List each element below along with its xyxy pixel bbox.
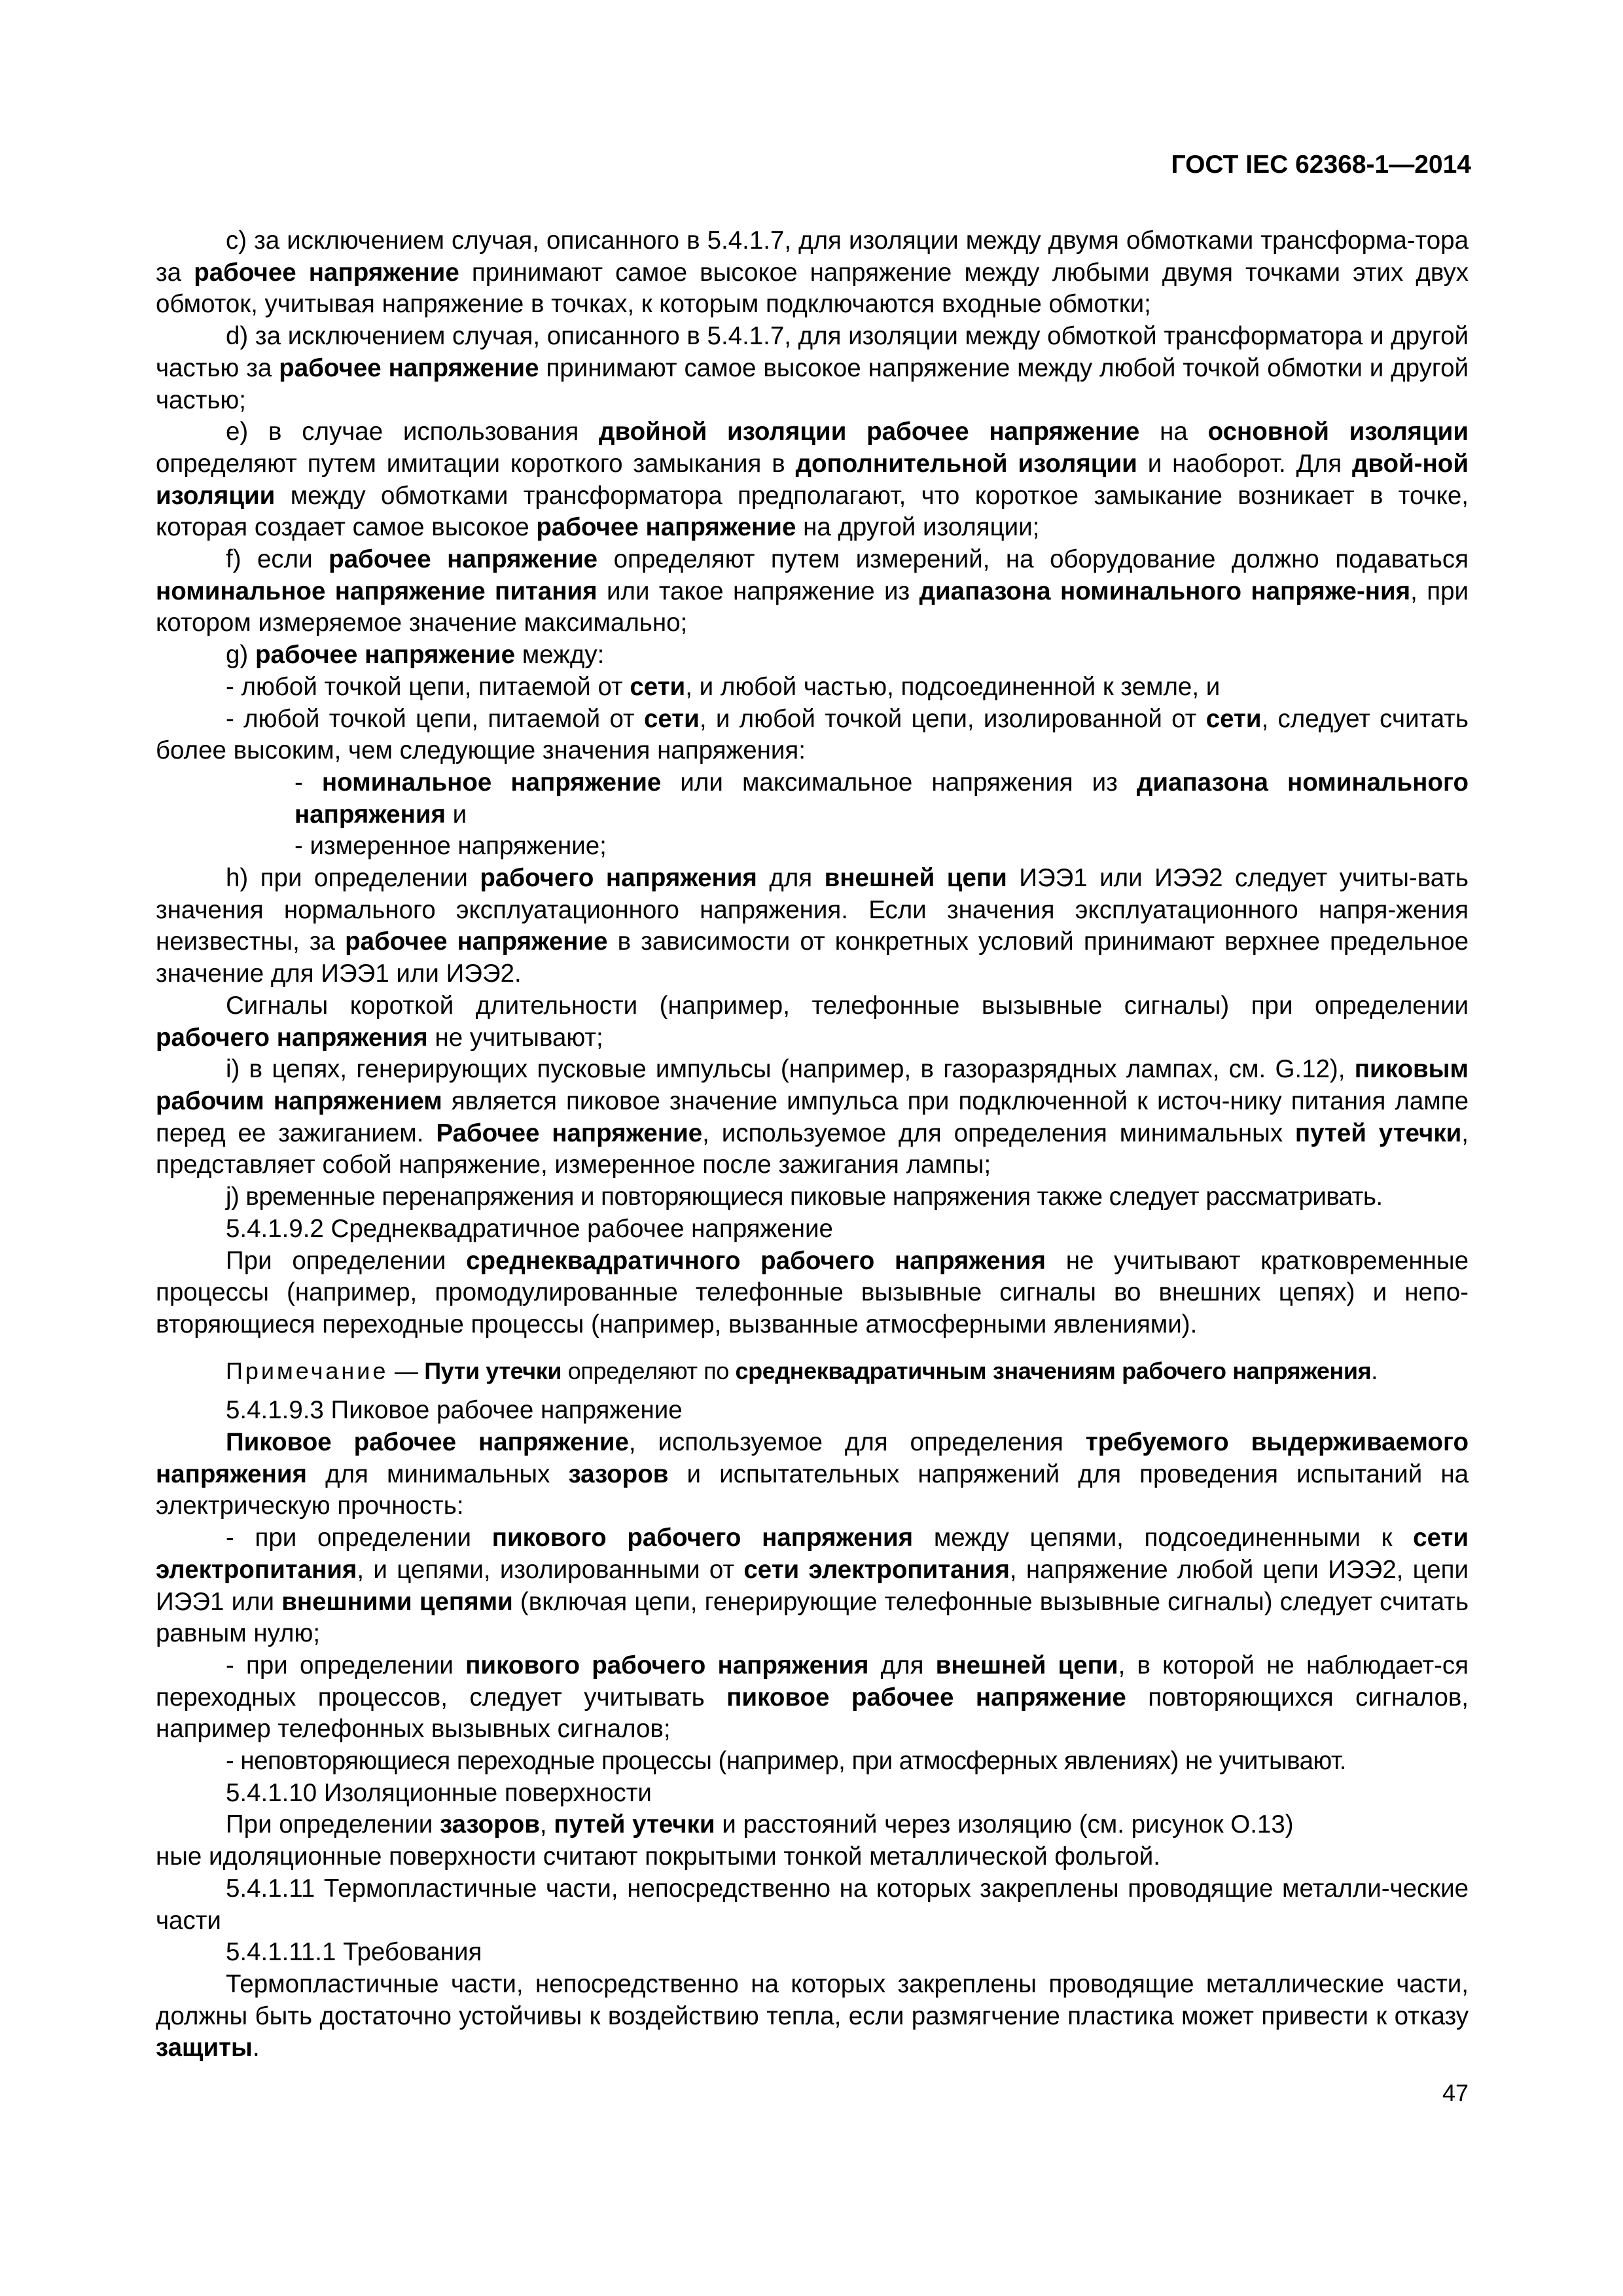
defined-term: рабочее напряжение (345, 927, 608, 956)
paragraph-item-j (156, 1181, 1469, 1213)
text-run: не учитывают; (427, 1023, 603, 1052)
text-run: и расстояний через изоляцию (см. рисунок O.13) (715, 1810, 1294, 1839)
defined-term: путей утечки (554, 1810, 715, 1839)
defined-term: пикового рабочего напряжения (491, 1524, 914, 1552)
text-run: принимают самое высокое напряжение между любыми двумя точками этих двух обмоток, учитывая напряжение в точках, к которым подключаются входные обмотки; (156, 258, 1469, 319)
text-run: - любой точкой цепи, питаемой от (226, 704, 644, 733)
text-run: определяют путем имитации короткого замыкания в (156, 449, 796, 478)
text-run: и наоборот. Для (1137, 449, 1352, 478)
defined-term: двой-ной изоляции (156, 449, 1469, 510)
defined-term: сети (643, 704, 700, 733)
text-run: на (1139, 418, 1208, 446)
paragraph-insulating-surfaces-line-2 (156, 1841, 1469, 1873)
text-run: c) за исключением случая, описанного в 5.4.1.7, для изоляции между двумя обмотками трансформа-тора за (156, 226, 1469, 287)
text-run: , в которой не наблюдает-ся переходных процессов, следует учитывать (156, 1651, 1469, 1712)
text-run: d) за исключением случая, описанного в 5.4.1.7, для изоляции между обмоткой трансформатора и другой частью за (156, 322, 1469, 382)
paragraph-item-h (156, 863, 1469, 990)
defined-term: зазоров (568, 1460, 669, 1488)
text-run: и испытательных напряжений для проведения испытаний на электрическую прочность: (156, 1460, 1469, 1520)
text-run: , и цепями, изолированными от (357, 1555, 744, 1584)
text-run: на другой изоляции; (796, 513, 1040, 542)
text-run: i) в цепях, генерирующих пусковые импульсы (например, в газоразрядных лампах, см. G.12), (226, 1055, 1355, 1084)
defined-term: внешними цепями (281, 1587, 513, 1616)
paragraph-short-signals (156, 990, 1469, 1054)
defined-term: пикового рабочего напряжения (465, 1651, 869, 1679)
text-run: для (868, 1651, 936, 1679)
text-run: Термопластичные части, непосредственно на которых закреплены проводящие металлические части, должны быть достаточно устойчивы к воздействию тепла, если размягчение пластика может привести к отказу (156, 1969, 1469, 2030)
text-run: между обмотками трансформатора предполагают, что короткое замыкание возникает в точке, которая создает самое высокое (156, 481, 1469, 542)
text-run: определяют путем измерений, на оборудование должно подаваться (597, 545, 1469, 574)
section-heading-5-4-1-11: 5.4.1.11 Термопластичные части, непосредственно на которых закреплены проводящие металли-ческие части (156, 1874, 1469, 1935)
paragraph-item-c (156, 225, 1469, 321)
text-run: . (1371, 1357, 1378, 1384)
list-item-g-dash-2 (156, 704, 1469, 767)
defined-term: рабочего напряжения (480, 864, 757, 893)
defined-term: путей утечки (1294, 1119, 1462, 1147)
defined-term: основной изоляции (1207, 418, 1469, 446)
text-run: - (294, 768, 322, 797)
text-run: (включая цепи, генерирующие телефонные вызывные сигналы) следует считать равным нулю; (156, 1587, 1469, 1648)
text-run: , и любой частью, подсоединенной к земле, и (685, 672, 1221, 701)
paragraph-rms (156, 1246, 1469, 1341)
text-run: - любой точкой цепи, питаемой от (226, 672, 630, 701)
defined-term: рабочее напряжение (536, 513, 796, 542)
paragraph-item-f (156, 544, 1469, 639)
text-run: , используемое для определения (628, 1428, 1086, 1457)
defined-term: среднеквадратичного рабочего напряжения (466, 1246, 1046, 1275)
text-run: ные идоляционные поверхности считают покрытыми тонкой металлической фольгой. (156, 1842, 1160, 1871)
defined-term: Пути утечки (424, 1357, 562, 1384)
text-run: между: (515, 641, 605, 670)
defined-term: Рабочее напряжение (436, 1119, 703, 1147)
defined-term: рабочее напряжение (279, 353, 539, 382)
text-run: , (539, 1810, 554, 1839)
paragraph-item-e (156, 416, 1469, 544)
text-run: - при определении (226, 1524, 492, 1552)
defined-term: пиковое рабочее напряжение (726, 1683, 1126, 1712)
text-run: является пиковое значение импульса при подключенной к источ-нику питания лампе перед ее зажиганием. (156, 1086, 1469, 1147)
text-run: определяют по (562, 1357, 736, 1384)
paragraph-item-i (156, 1054, 1469, 1181)
defined-term: диапазона номинального напряжения (294, 768, 1469, 829)
paragraph-thermoplastic (156, 1969, 1469, 2064)
paragraph-item-d (156, 321, 1469, 416)
page-number: 47 (1442, 2079, 1469, 2106)
section-heading-5-4-1-11-1: 5.4.1.11.1 Требования (226, 1938, 482, 1967)
paragraph-peak (156, 1427, 1469, 1522)
text-run: , используемое для определения минимальных (702, 1119, 1295, 1147)
list-item-peak-dash-1 (156, 1522, 1469, 1650)
defined-term: номинальное напряжение питания (156, 577, 597, 605)
text-run: При определении (226, 1246, 467, 1275)
defined-term: рабочее напряжение (329, 545, 598, 574)
text-run: - при определении (226, 1651, 466, 1679)
text-run: в зависимости от конкретных условий принимают верхнее предельное значение для ИЭЭ1 или ИЭЭ2. (156, 927, 1469, 988)
defined-term: сети электропитания (156, 1524, 1469, 1584)
list-item-g-dash-1 (156, 672, 1469, 704)
text-run: , напряжение любой цепи ИЭЭ2, цепи ИЭЭ1 или (156, 1555, 1469, 1616)
text-run: g) (226, 641, 255, 670)
defined-term: сети (630, 672, 686, 701)
defined-term: Пиковое рабочее напряжение (226, 1428, 629, 1457)
text-run: — (388, 1357, 425, 1384)
document-body (156, 225, 1469, 2064)
defined-term: номинальное напряжение (321, 768, 662, 797)
list-item-g-subdash-1 (156, 767, 1469, 831)
text-run: между цепями, подсоединенными к (913, 1524, 1414, 1552)
paragraph-item-g (156, 639, 1469, 672)
defined-term: пиковым рабочим напряжением (156, 1055, 1469, 1115)
text-run: и (445, 800, 467, 829)
text-run: для (757, 864, 825, 893)
text-run: , представляет собой напряжение, измеренное после зажигания лампы; (156, 1119, 1469, 1179)
text-run: Сигналы короткой длительности (например, телефонные вызывные сигналы) при определении (226, 991, 1469, 1020)
defined-term: требуемого выдерживаемого напряжения (156, 1428, 1469, 1488)
list-item-peak-dash-2 (156, 1650, 1469, 1746)
defined-term: сети электропитания (743, 1555, 1010, 1584)
note-paragraph (156, 1355, 1469, 1388)
defined-term: рабочего напряжения (156, 1023, 428, 1052)
text-run: ИЭЭ1 или ИЭЭ2 следует учиты-вать значения нормального эксплуатационного напряжения. Если значения эксплуатационного напря-жения неизвестны, за (156, 864, 1469, 956)
text-run: повторяющихся сигналов, например телефонных вызывных сигналов; (156, 1683, 1469, 1744)
text-run: e) в случае использования (226, 418, 599, 446)
text-run: - измеренное напряжение; (294, 832, 607, 861)
document-header-standard-code: ГОСТ IEC 62368-1—2014 (1171, 151, 1471, 179)
text-run: . (252, 2034, 260, 2062)
text-run: , при котором измеряемое значение максимально; (156, 577, 1469, 637)
text-run: для минимальных (306, 1460, 569, 1488)
list-item-g-subdash-2 (156, 831, 1469, 863)
text-run: - неповторяющиеся переходные процессы (например, при атмосферных явлениях) не учитывают. (226, 1747, 1346, 1776)
defined-term: дополнительной изоляции (795, 449, 1137, 478)
section-heading-5-4-1-9-2: 5.4.1.9.2 Среднеквадратичное рабочее напряжение (226, 1214, 833, 1243)
defined-term: внешней цепи (824, 864, 1007, 893)
text-run: j) временные перенапряжения и повторяющиеся пиковые напряжения также следует рассматривать. (226, 1183, 1383, 1211)
section-heading-5-4-1-9-3: 5.4.1.9.3 Пиковое рабочее напряжение (226, 1396, 683, 1425)
defined-term: среднеквадратичным значениям рабочего напряжения (735, 1357, 1372, 1384)
text-run: , и любой точкой цепи, изолированной от (699, 704, 1206, 733)
text-run: принимают самое высокое напряжение между любой точкой обмотки и другой частью; (156, 353, 1469, 414)
text-run: или максимальное напряжения из (661, 768, 1137, 797)
text-run: f) если (226, 545, 329, 574)
defined-term: диапазона номинального напряже-ния (919, 577, 1411, 605)
defined-term: рабочее напряжение (255, 641, 516, 670)
text-run: h) при определении (226, 864, 480, 893)
defined-term: сети (1205, 704, 1262, 733)
defined-term: внешней цепи (935, 1651, 1118, 1679)
defined-term: рабочее напряжение (194, 258, 459, 287)
defined-term: двойной изоляции рабочее напряжение (599, 418, 1140, 446)
text-run: или такое напряжение из (597, 577, 919, 605)
defined-term: защиты (156, 2034, 253, 2062)
text-run: не учитывают кратковременные процессы (например, промодулированные телефонные вызывные сигналы во внешних цепях) и непо-вторяющиеся переходные процессы (например, вызванные атмосферными явлениями). (156, 1246, 1469, 1338)
paragraph-insulating-surfaces-line-1 (156, 1809, 1469, 1841)
note-label: Примечание (226, 1357, 389, 1384)
text-run: При определении (226, 1810, 440, 1839)
list-item-peak-dash-3 (156, 1746, 1469, 1778)
section-heading-5-4-1-10: 5.4.1.10 Изоляционные поверхности (226, 1778, 652, 1807)
defined-term: зазоров (439, 1810, 540, 1839)
text-run: , следует считать более высоким, чем следующие значения напряжения: (156, 704, 1469, 765)
